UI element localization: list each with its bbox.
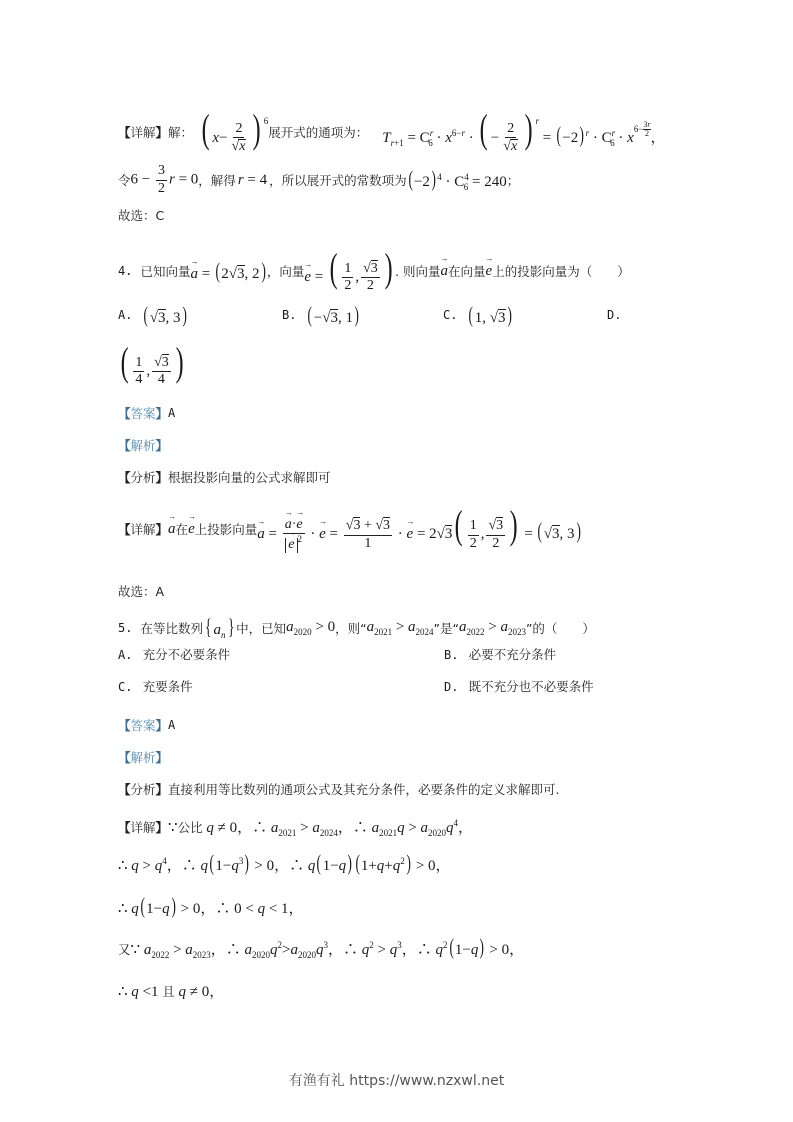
q5-stem-4: ”是“ [433,621,459,636]
q4-options-row [118,302,678,328]
q5-stem-3: ，则“ [335,621,367,636]
q3-line2-text: ，所以展开式的常数项为 [269,173,407,188]
q5-analysis-tag: 【 解析 】 [118,750,169,765]
q4-vector-a: → a = (2√3, 2) [190,260,266,283]
q4-stem-3: . 则向量 [395,264,441,279]
q3-constant-term: $(-2)^4 \cdot C^4_6 = 240$ [408,166,507,192]
q4-detail-2: 上投影向量 [194,522,258,537]
option-value: (√3, 3) [143,301,187,327]
q5-q: $a_{2022} > a_{2023}$ [458,619,526,637]
q4-number: 4. [118,264,133,278]
q5-stem-5: ”的（ ） [525,621,595,636]
q3-choice-line: 故选：C [118,208,165,223]
q3-r-value: r = 4 [237,171,268,188]
q4-option-a [118,301,188,327]
option-label: D. [444,680,459,694]
q4-projection-formula: → a = → a·→ e → e $^2$ · → e = $\frac{√3 + √3}{1}$ · → e = 2√3( $\frac{1}{2}$ , $\frac{√3}{2}$ ) = (√3, 3) [257,505,582,552]
option-value: 既不充分也不必要条件 [468,679,594,694]
q4-option-d-value [118,339,186,388]
q3-line2-end: ； [506,173,520,188]
detail-tag: 【详解】 [118,522,169,537]
q5-detail-math-5: ∴ q <1 且 q ≠ 0， [118,984,225,1000]
q5-detail-line-4 [118,936,524,960]
q5-detail-line-1 [118,816,473,838]
q3-detail-line-2 [118,160,519,200]
answer-tag: 【答案】 [118,718,169,733]
q4-detail-1: 在 [175,522,189,537]
q4-stem-4: 在向量 [448,264,486,279]
option-value: 充要条件 [142,679,193,694]
q4-answer: A [168,406,176,420]
q5-answer-line [118,716,175,734]
fenxi-tag: 【分析】 [118,470,169,485]
q5-sequence: { $a_n$} [205,614,234,640]
detail-tag: 【详解】 [118,125,169,140]
option-value: 必要不充分条件 [468,647,557,662]
q3-line2-prefix: 令 [118,173,131,188]
detail-tag: 【详解】 [118,820,169,835]
q5-detail-line-5 [118,980,224,1001]
q5-answer: A [168,718,176,732]
q4-stem-2: ，向量 [266,264,305,279]
q5-stem [118,616,595,640]
option-value: (−√3, 1) [307,301,359,327]
option-label: C. [443,308,458,322]
q5-p: $a_{2021} > a_{2024}$ [366,619,434,637]
q4-option-d-label: D. [607,308,622,322]
q5-option-c [118,677,193,695]
q3-detail-line-1 [118,105,666,155]
q4-fenxi-line [118,468,331,486]
q5-option-b [444,645,556,663]
option-label: B. [282,308,297,322]
footer-watermark: 有渔有礼 https://www.nzxwl.net [288,1073,505,1089]
fenxi-tag: 【分析】 [118,782,169,797]
general-term-formula: $T_{r+1} = C^r_6 \cdot x^{6-r}$ · ( − 2 √ x ) $^r = (-2)^r \cdot C^r_6 \cdot x^{6- \frac{3r}{2}}$ ， [382,105,666,155]
vec-e-symbol: → e [188,521,195,538]
q4-stem-1: 已知向量 [140,264,191,279]
q4-detail-line [118,502,582,552]
q5-stem-1: 在等比数列 [140,621,203,636]
option-label: A. [118,648,133,662]
q4-vec-a-symbol: → a [441,263,449,280]
q5-detail-math-2: ∴ $q > q^4$，∴ $q(1-q^3) > 0$，∴ q(1−q) $(1+q+q^2) > 0$， [118,850,451,875]
q4-vec-e-symbol: → e [486,263,493,280]
q5-detail-math-4: 又∵ $a_{2022} > a_{2023}$，∴ $a_{2020}q^2>a_{2020}q^3$，∴ $q^2 > q^3$，∴ $q^2(1-q) > 0$， [118,934,525,960]
q5-detail-math-1: ∵公比 q ≠ 0，∴ $a_{2021} > a_{2024}$，∴ $a_{2021}q > a_{2020}q^4$， [168,818,474,838]
q5-fenxi-line [118,780,560,798]
q3-equation: 6 − $\frac{3}{2}$ r = 0 [130,162,199,196]
q5-detail-line-3 [118,895,304,918]
q5-number: 5. [118,621,133,635]
q4-option-b [282,301,360,327]
q4-analysis-tag: 【 解析 】 [118,438,169,453]
q5-detail-math-3: ∴ q(1−q) > 0，∴ 0 < q < 1， [118,893,304,918]
option-value: 充分不必要条件 [142,647,231,662]
option-value: (1, √3) [468,301,512,327]
option-label: A. [118,308,133,322]
vec-a-symbol: → a [168,521,176,538]
q4-stem [118,245,630,294]
q5-option-d [444,677,594,695]
q3-line2-mid: ，解得 [198,173,236,188]
q4-option-c [443,301,513,327]
q5-detail-line-2 [118,852,451,875]
binomial-expression: ( x− 2 √ x ) $^6$ [201,105,269,155]
q3-text1: 展开式的通项为： [268,125,369,140]
option-label: B. [444,648,459,662]
option-label: C. [118,680,133,694]
q5-option-a [118,645,230,663]
q4-vector-e: → e = ( $\frac{1}{2}$ , $\frac{√3}{2}$ ) [304,248,395,294]
q4-choice-line: 故选：A [118,584,165,599]
q3-lead: 解： [168,125,194,140]
q5-condition: $a_{2020} > 0$ [286,619,336,637]
q5-fenxi: 直接利用等比数列的通项公式及其充分条件，必要条件的定义求解即可. [168,782,560,797]
q5-stem-2: 中，已知 [236,621,287,636]
q4-stem-5: 上的投影向量为（ ） [492,264,630,279]
q4-fenxi: 根据投影向量的公式求解即可 [168,470,331,485]
answer-tag: 【答案】 [118,406,169,421]
q4-answer-line [118,404,175,422]
option-value: ( $\frac{1}{4}$ , $\frac{√3}{4}$ ) [120,339,184,388]
